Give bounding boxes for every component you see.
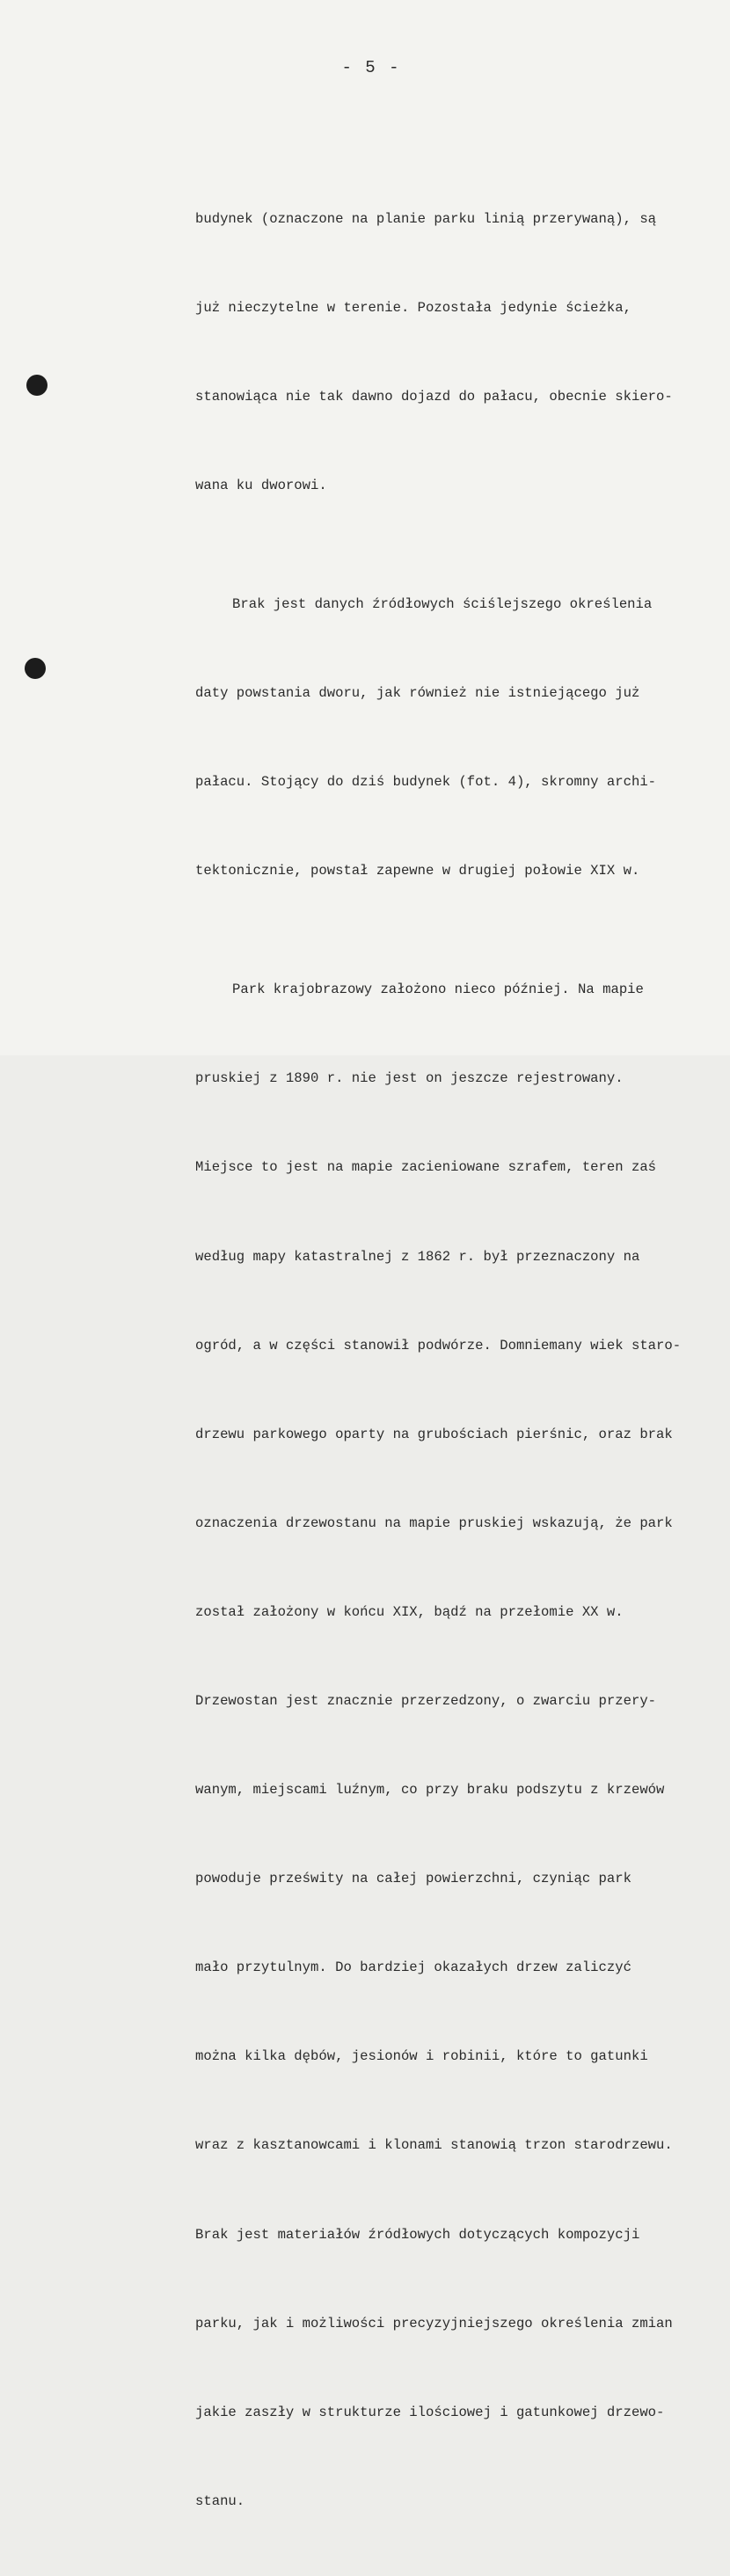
text-line: pruskiej z 1890 r. nie jest on jeszcze rejestrowany.: [195, 1070, 624, 1087]
text-line: mało przytulnym. Do bardziej okazałych drzew zaliczyć: [195, 1959, 631, 1976]
text-line: powoduje prześwity na całej powierzchni, czyniąc park: [195, 1871, 631, 1887]
paragraph-first-line: Brak jest danych źródłowych ściślejszego określenia: [232, 596, 653, 613]
punch-hole-bottom: [25, 658, 46, 679]
text-line: budynek (oznaczone na planie parku linią przerywaną), są: [195, 211, 657, 228]
text-line: wana ku dworowi.: [195, 478, 327, 494]
body-text: [195, 116, 723, 2576]
text-line: jakie zaszły w strukturze ilościowej i gatunkowej drzewo-: [195, 2404, 665, 2420]
text-line: stanu.: [195, 2492, 245, 2509]
text-line: według mapy katastralnej z 1862 r. był przeznaczony na: [195, 1248, 640, 1265]
text-line: Miejsce to jest na mapie zacieniowane szrafem, teren zaś: [195, 1159, 657, 1176]
text-line: pałacu. Stojący do dziś budynek (fot. 4), skromny archi-: [195, 774, 657, 791]
text-line: tektonicznie, powstał zapewne w drugiej połowie XIX w.: [195, 863, 640, 879]
text-line: parku, jak i możliwości precyzyjniejszego określenia zmian: [195, 2315, 673, 2332]
text-line: można kilka dębów, jesionów i robinii, które to gatunki: [195, 2048, 648, 2065]
text-line: Drzewostan jest znacznie przerzedzony, o zwarciu przery-: [195, 1693, 657, 1710]
punch-hole-top: [26, 375, 47, 396]
text-line: Brak jest materiałów źródłowych dotyczących kompozycji: [195, 2226, 640, 2243]
paragraph-first-line: Park krajobrazowy założono nieco później. Na mapie: [232, 982, 644, 998]
text-line: wraz z kasztanowcami i klonami stanowią trzon starodrzewu.: [195, 2137, 673, 2154]
text-line: stanowiąca nie tak dawno dojazd do pałacu, obecnie skiero-: [195, 389, 673, 405]
text-line: ogród, a w części stanowił podwórze. Domniemany wiek staro-: [195, 1337, 682, 1354]
text-line: oznaczenia drzewostanu na mapie pruskiej wskazują, że park: [195, 1514, 673, 1531]
text-line: został założony w końcu XIX, bądź na przełomie XX w.: [195, 1603, 624, 1620]
text-line: drzewu parkowego oparty na grubościach pierśnic, oraz brak: [195, 1426, 673, 1442]
text-line: daty powstania dworu, jak również nie istniejącego już: [195, 685, 640, 702]
page-number: - 5 -: [341, 58, 401, 77]
text-line: wanym, miejscami luźnym, co przy braku podszytu z krzewów: [195, 1782, 665, 1799]
text-line: już nieczytelne w terenie. Pozostała jedynie ścieżka,: [195, 300, 631, 317]
